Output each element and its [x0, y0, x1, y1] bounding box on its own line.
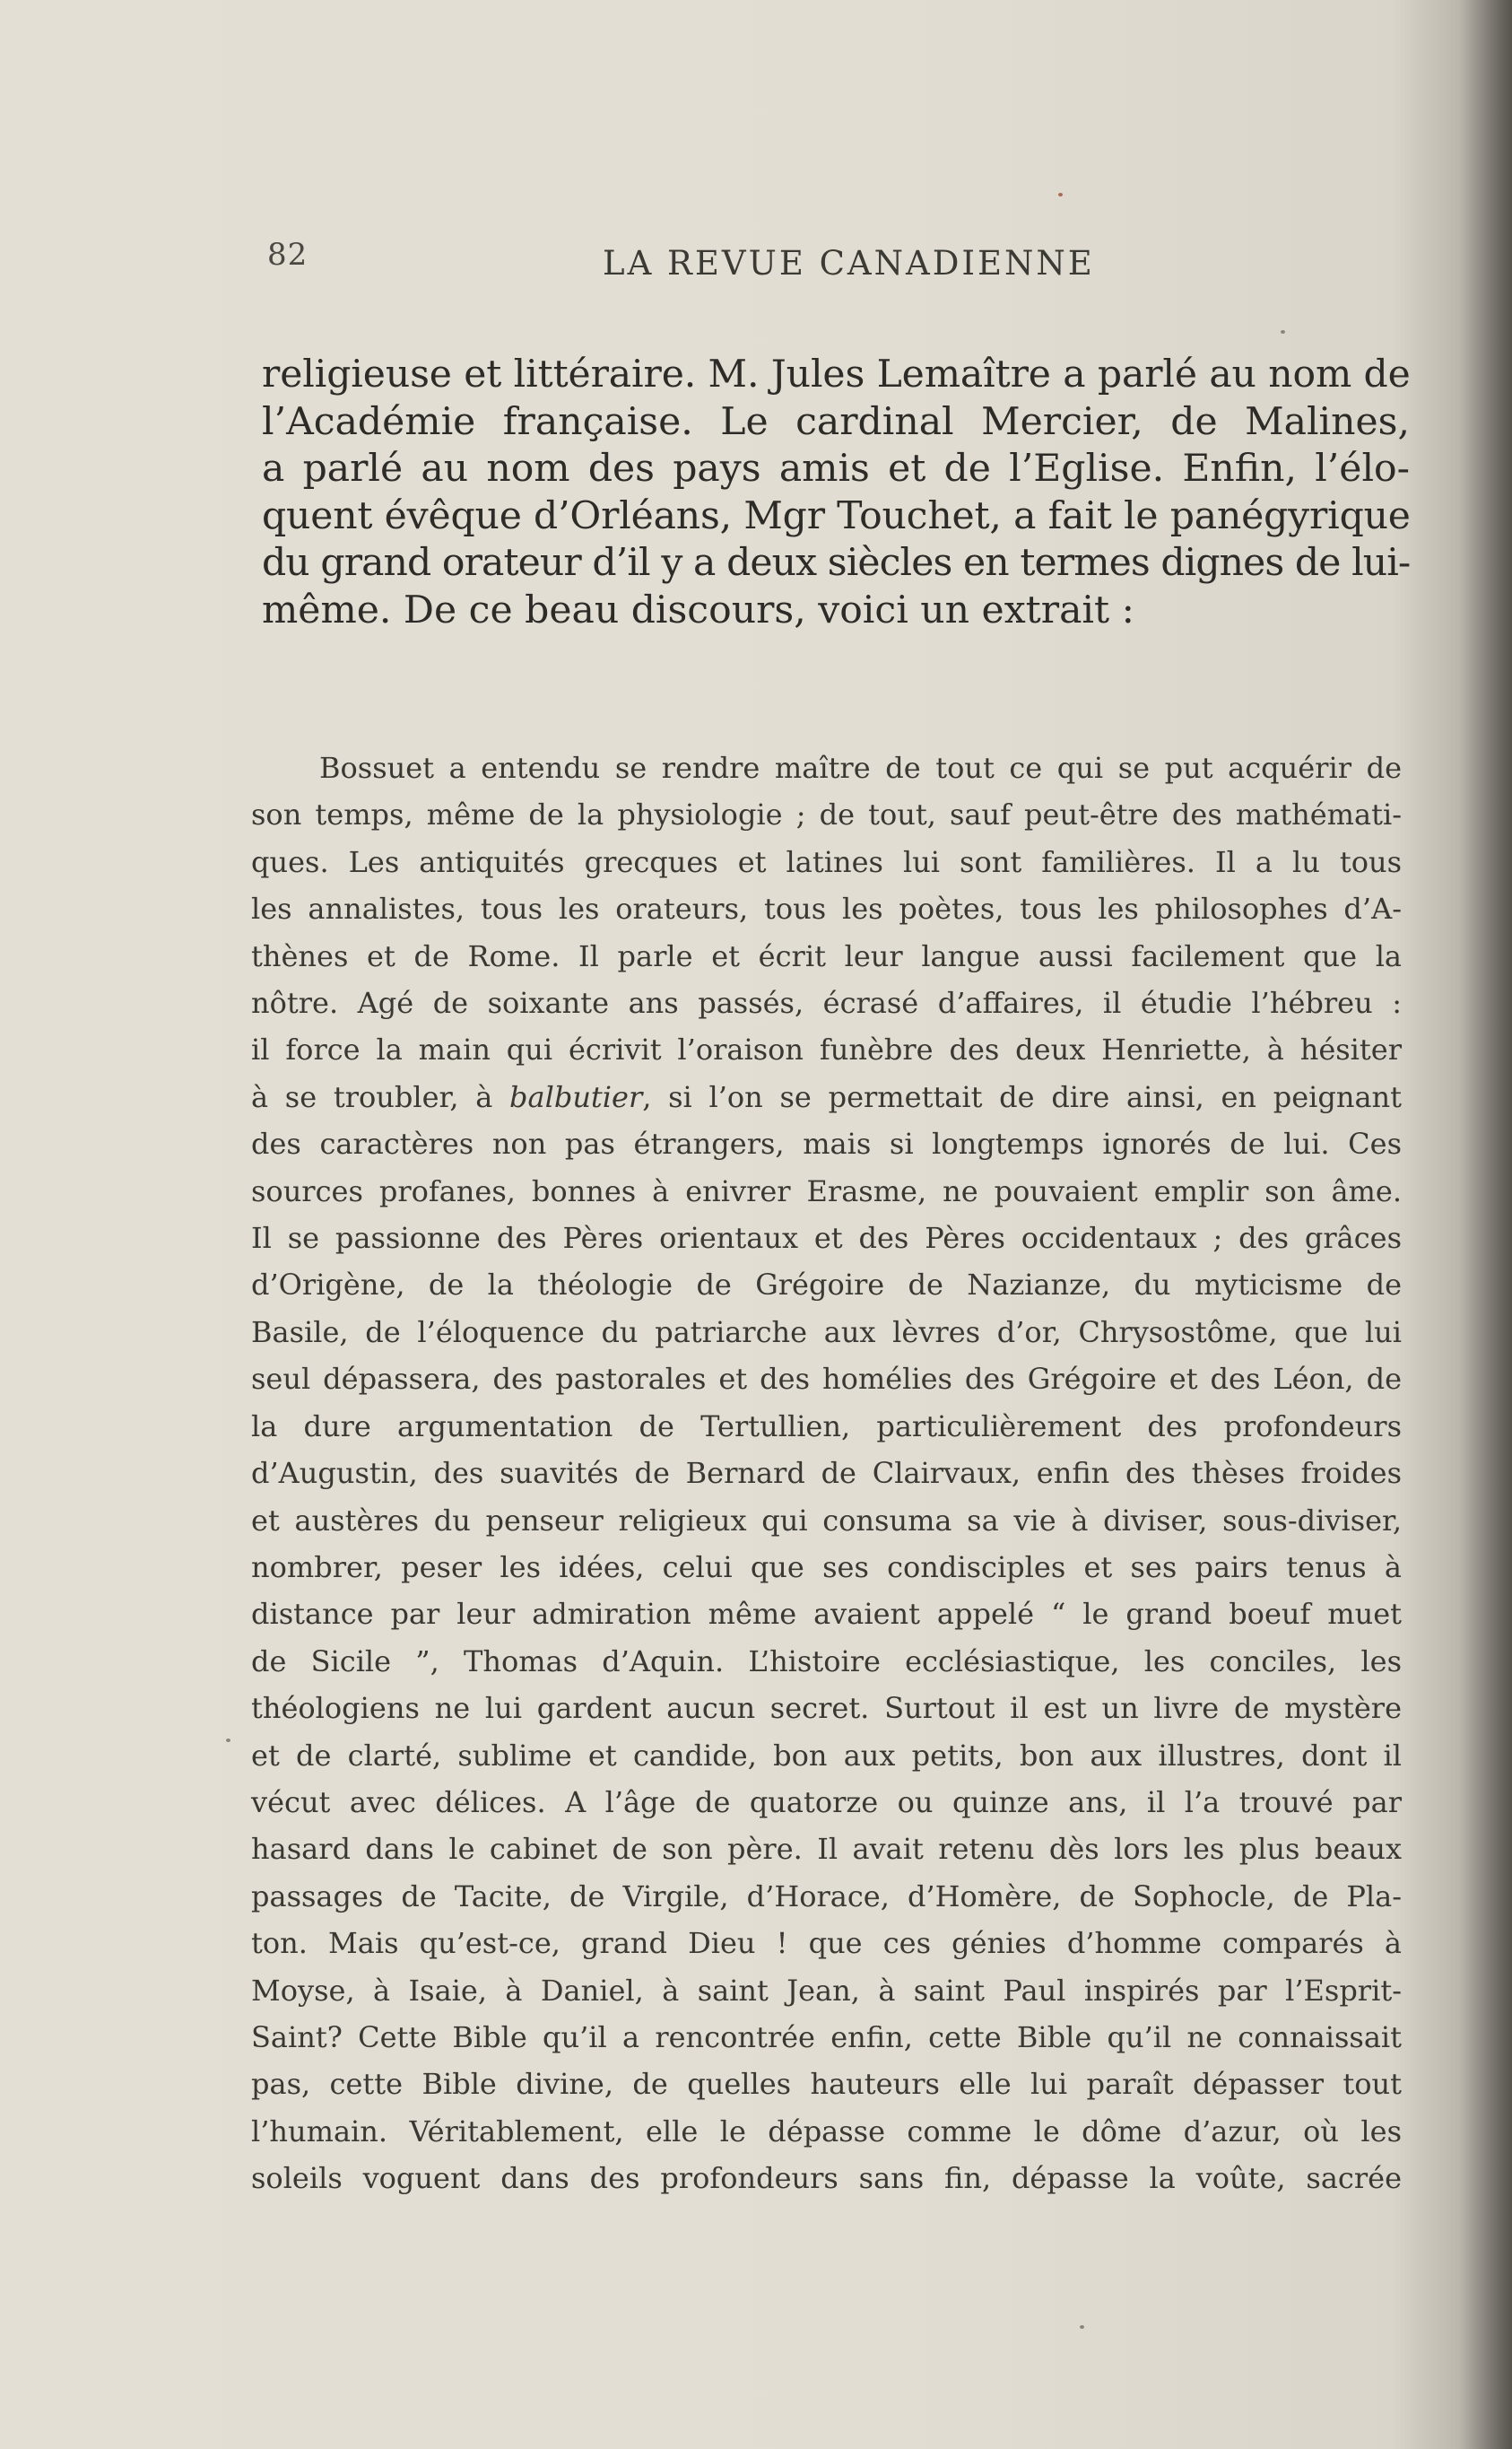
paper-speck [1058, 193, 1063, 196]
quote-line: vécut avec délices. A l’âge de quatorze ou quinze ans, il l’a trouvé par [251, 1784, 1402, 1819]
quote-line: Basile, de l’éloquence du patriarche aux lèvres d’or, Chrysostôme, que lui [251, 1314, 1402, 1349]
intro-paragraph [262, 352, 1410, 634]
quote-line: distance par leur admiration même avaient appelé “ le grand boeuf muet [251, 1597, 1402, 1632]
quote-line: ques. Les antiquités grecques et latines lui sont familières. Il a lu tous [251, 844, 1402, 879]
quote-line: nombrer, peser les idées, celui que ses condisciples et ses pairs tenus à [251, 1549, 1402, 1584]
quote-line: d’Augustin, des suavités de Bernard de Clairvaux, enfin des thèses froides [251, 1456, 1402, 1491]
quote-line: Il se passionne des Pères orientaux et des Pères occidentaux ; des grâces [251, 1221, 1402, 1256]
quote-line: les annalistes, tous les orateurs, tous les poètes, tous les philosophes d’A- [251, 892, 1402, 927]
quote-line: son temps, même de la physiologie ; de tout, sauf peut-être des mathémati- [251, 797, 1402, 832]
intro-line: du grand orateur d’il y a deux siècles en termes dignes de lui- [262, 541, 1411, 585]
quote-line: hasard dans le cabinet de son père. Il avait retenu dès lors les plus beaux [251, 1832, 1402, 1867]
intro-line: a parlé au nom des pays amis et de l’Eglise. Enfin, l’élo- [262, 447, 1410, 491]
quote-line: ton. Mais qu’est-ce, grand Dieu ! que ces génies d’homme comparés à [251, 1926, 1402, 1961]
intro-line: l’Académie française. Le cardinal Mercier, de Malines, [262, 399, 1410, 444]
quote-line: il force la main qui écrivit l’oraison funèbre des deux Henriette, à hésiter [251, 1033, 1402, 1068]
intro-line: quent évêque d’Orléans, Mgr Touchet, a fait le panégyrique [262, 493, 1411, 538]
quote-line: à se troubler, à balbutier, si l’on se permettait de dire ainsi, en peignant [251, 1079, 1403, 1114]
quote-line: Bossuet a entendu se rendre maître de tout ce qui se put acquérir de [319, 751, 1402, 785]
quote-line: et de clarté, sublime et candide, bon aux petits, bon aux illustres, dont il [251, 1738, 1402, 1773]
book-spine-shadow [1458, 0, 1512, 2449]
quote-line: la dure argumentation de Tertullien, particulièrement des profondeurs [251, 1408, 1402, 1443]
quote-line: sources profanes, bonnes à enivrer Erasme, ne pouvaient emplir son âme. [251, 1173, 1402, 1208]
quote-line: l’humain. Véritablement, elle le dépasse comme le dôme d’azur, où les [251, 2113, 1402, 2148]
intro-line: même. De ce beau discours, voici un extrait : [262, 588, 1134, 632]
quote-line: des caractères non pas étrangers, mais si longtemps ignorés de lui. Ces [251, 1127, 1402, 1162]
paper-speck [1281, 330, 1285, 334]
italic-word: balbutier [509, 1079, 643, 1114]
page-number: 82 [267, 237, 308, 273]
quote-line: Moyse, à Isaie, à Daniel, à saint Jean, à saint Paul inspirés par l’Esprit- [251, 1973, 1402, 2008]
quote-line: pas, cette Bible divine, de quelles hauteurs elle lui paraît dépasser tout [251, 2067, 1402, 2102]
running-title: LA REVUE CANADIENNE [603, 244, 1095, 283]
quote-line: passages de Tacite, de Virgile, d’Horace, d’Homère, de Sophocle, de Pla- [251, 1878, 1402, 1913]
quoted-extract [251, 745, 1402, 2202]
quote-line: nôtre. Agé de soixante ans passés, écrasé d’affaires, il étudie l’hébreu : [251, 986, 1402, 1021]
paper-speck [1080, 2325, 1084, 2329]
quote-line: de Sicile ”, Thomas d’Aquin. L’histoire ecclésiastique, les conciles, les [251, 1643, 1402, 1678]
intro-line: religieuse et littéraire. M. Jules Lemaître a parlé au nom de [262, 353, 1411, 397]
quote-line: théologiens ne lui gardent aucun secret. Surtout il est un livre de mystère [251, 1691, 1402, 1726]
paper-speck [226, 1739, 230, 1742]
quote-line: soleils voguent dans des profondeurs sans fin, dépasse la voûte, sacrée [251, 2161, 1402, 2196]
quote-line: et austères du penseur religieux qui consuma sa vie à diviser, sous-diviser, [251, 1503, 1402, 1538]
quote-line: thènes et de Rome. Il parle et écrit leur langue aussi facilement que la [251, 938, 1402, 973]
quote-line: Saint? Cette Bible qu’il a rencontrée enfin, cette Bible qu’il ne connaissait [251, 2019, 1402, 2054]
quote-line: seul dépassera, des pastorales et des homélies des Grégoire et des Léon, de [251, 1362, 1402, 1397]
quote-line: d’Origène, de la théologie de Grégoire de Nazianze, du myticisme de [251, 1268, 1402, 1303]
